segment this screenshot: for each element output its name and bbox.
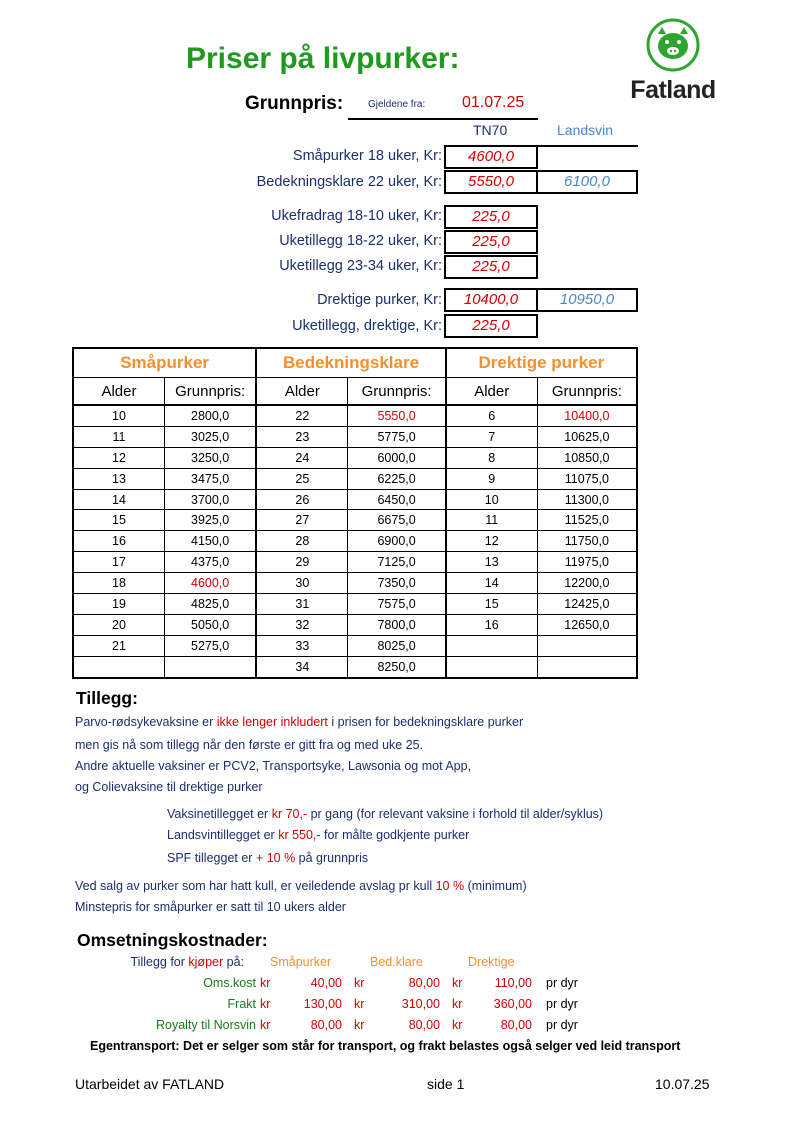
omsetning-row: [118, 993, 604, 1014]
table-row: [73, 635, 637, 656]
cell-smapurker-pris: [164, 656, 256, 677]
currency-label: kr: [260, 1017, 271, 1032]
cell-smapurker-alder: 16: [73, 531, 164, 552]
cell-drektige-pris: [537, 656, 637, 677]
omsetning-col-bedklare: Bed.klare: [370, 954, 423, 969]
cell-bedekningsklare-pris: 7575,0: [348, 594, 446, 615]
cell-drektige-pris: 12425,0: [537, 594, 637, 615]
cell-drektige-alder: 6: [446, 405, 537, 426]
currency-label: kr: [354, 1017, 365, 1032]
price-label-drektige: Drektige purker, Kr:: [317, 292, 442, 308]
price-label-bedekningsklare: Bedekningsklare 22 uker, Kr:: [256, 174, 442, 190]
omsetning-row: [118, 972, 604, 993]
tillegg-spf: [167, 851, 368, 865]
currency-label: kr: [354, 975, 365, 990]
header-underline: [348, 118, 538, 120]
group-header-bedekningsklare: Bedekningsklare: [256, 348, 445, 378]
cell-drektige-pris: 10850,0: [537, 447, 637, 468]
cell-bedekningsklare-alder: 26: [256, 489, 348, 510]
omsetning-row-label: Oms.kost: [203, 975, 256, 990]
text-highlight: ikke lenger inkludert: [216, 715, 328, 729]
table-row: [73, 405, 637, 426]
cell-drektige-pris: 10400,0: [537, 405, 637, 426]
cell-smapurker-pris: 3925,0: [164, 510, 256, 531]
table-row: [73, 573, 637, 594]
omsetning-col-drektige: Drektige: [468, 954, 515, 969]
cell-smapurker-alder: 14: [73, 489, 164, 510]
cell-bedekningsklare-alder: 28: [256, 531, 348, 552]
cell-drektige-pris: [537, 635, 637, 656]
text-segment: i prisen for bedekningsklare purker: [327, 715, 524, 729]
omsetning-header-label: [118, 951, 260, 972]
cell-smapurker-pris: 4825,0: [164, 594, 256, 615]
cell-drektige-pris: 10625,0: [537, 426, 637, 447]
tillegg-text-uke25: men gis nå som tillegg når den første er gitt fra og med uke 25.: [75, 738, 424, 752]
omsetning-value: 80,00: [500, 1017, 532, 1032]
cell-bedekningsklare-pris: 5775,0: [348, 426, 446, 447]
tillegg-text-parvo: [75, 715, 523, 729]
column-header-grunnpris: Grunnpris:: [537, 378, 637, 406]
group-header-smapurker: Småpurker: [73, 348, 256, 378]
price-label-uketillegg-drektige: Uketillegg, drektige, Kr:: [292, 318, 442, 334]
cell-drektige-alder: 14: [446, 573, 537, 594]
text-segment: pr gang (for relevant vaksine i forhold til alder/syklus): [307, 807, 604, 821]
table-row: [73, 614, 637, 635]
cell-smapurker-alder: 13: [73, 468, 164, 489]
currency-label: kr: [260, 975, 271, 990]
cell-drektige-pris: 11975,0: [537, 552, 637, 573]
cell-smapurker-alder: 10: [73, 405, 164, 426]
text-segment: Landsvintillegget er: [167, 828, 279, 842]
egentransport-note: Egentransport: Det er selger som står for transport, og frakt belastes også selger ved leid transport: [90, 1039, 681, 1053]
logo-brand-text: Fatland: [630, 76, 716, 104]
cell-drektige-alder: [446, 635, 537, 656]
cell-bedekningsklare-pris: 7800,0: [348, 614, 446, 635]
pig-logo-icon: [622, 18, 724, 78]
price-tn70-ukefradrag: 225,0: [444, 205, 538, 229]
table-row: [73, 510, 637, 531]
cell-bedekningsklare-alder: 34: [256, 656, 348, 677]
price-label-uketillegg-23-34: Uketillegg 23-34 uker, Kr:: [279, 258, 442, 274]
text-segment: på:: [223, 954, 244, 969]
cell-smapurker-alder: 18: [73, 573, 164, 594]
text-highlight: kjøper: [188, 954, 224, 969]
cell-bedekningsklare-pris: 7125,0: [348, 552, 446, 573]
price-tn70-uketillegg-18-22: 225,0: [444, 230, 538, 254]
omsetning-row-label: Royalty til Norsvin: [155, 1017, 256, 1032]
cell-drektige-alder: 12: [446, 531, 537, 552]
cell-bedekningsklare-pris: 8250,0: [348, 656, 446, 677]
cell-smapurker-pris: 5275,0: [164, 635, 256, 656]
cell-bedekningsklare-pris: 5550,0: [348, 405, 446, 426]
cell-bedekningsklare-pris: 7350,0: [348, 573, 446, 594]
cell-bedekningsklare-pris: 6000,0: [348, 447, 446, 468]
price-label-ukefradrag: Ukefradrag 18-10 uker, Kr:: [271, 208, 442, 224]
text-segment: Ved salg av purker som har hatt kull, er veiledende avslag pr kull: [75, 879, 436, 893]
cell-bedekningsklare-alder: 32: [256, 614, 348, 635]
tillegg-title: Tillegg:: [76, 688, 138, 708]
omsetning-value: 80,00: [310, 1017, 342, 1032]
price-tn70-uketillegg-23-34: 225,0: [444, 255, 538, 279]
cell-smapurker-alder: [73, 656, 164, 677]
fatland-logo: [622, 18, 724, 110]
currency-label: kr: [354, 996, 365, 1011]
cell-drektige-alder: 13: [446, 552, 537, 573]
cell-smapurker-alder: 21: [73, 635, 164, 656]
omsetning-value: 40,00: [310, 975, 342, 990]
cell-drektige-alder: 8: [446, 447, 537, 468]
price-landsvin-drektige: 10950,0: [538, 288, 638, 312]
table-row: [73, 594, 637, 615]
cell-smapurker-alder: 20: [73, 614, 164, 635]
omsetning-value: 360,00: [493, 996, 532, 1011]
cell-smapurker-pris: 4375,0: [164, 552, 256, 573]
omsetning-col-smapurker: Småpurker: [270, 954, 332, 969]
text-segment: Tillegg for: [130, 954, 189, 969]
tillegg-text-vaksiner: Andre aktuelle vaksiner er PCV2, Transportsyke, Lawsonia og mot App,: [75, 759, 472, 773]
table-row: [73, 552, 637, 573]
price-tn70-bedekningsklare: 5550,0: [444, 170, 538, 194]
tillegg-landsvintillegg: [167, 828, 469, 842]
page-title: Priser på livpurker:: [186, 42, 460, 75]
currency-label: kr: [452, 996, 463, 1011]
cell-bedekningsklare-alder: 25: [256, 468, 348, 489]
unit-label: pr dyr: [546, 996, 578, 1011]
text-highlight: + 10 %: [255, 851, 296, 865]
tillegg-avslag: [75, 879, 527, 893]
valid-from-date: 01.07.25: [462, 94, 525, 111]
currency-label: kr: [452, 975, 463, 990]
grunnpris-label: Grunnpris:: [245, 93, 344, 114]
currency-label: kr: [452, 1017, 463, 1032]
cell-bedekningsklare-alder: 33: [256, 635, 348, 656]
column-header-alder: Alder: [256, 378, 348, 406]
table-row: [73, 656, 637, 677]
text-segment: på grunnpris: [295, 851, 369, 865]
table-row: [73, 468, 637, 489]
cell-smapurker-pris: 4150,0: [164, 531, 256, 552]
cell-smapurker-pris: 3250,0: [164, 447, 256, 468]
currency-label: kr: [260, 996, 271, 1011]
table-row: [73, 489, 637, 510]
column-header-alder: Alder: [446, 378, 537, 406]
cell-smapurker-pris: 4600,0: [164, 573, 256, 594]
column-header-grunnpris: Grunnpris:: [348, 378, 446, 406]
text-segment: for målte godkjente purker: [320, 828, 470, 842]
cell-drektige-pris: 12200,0: [537, 573, 637, 594]
omsetning-row-label: Frakt: [227, 996, 256, 1011]
text-segment: Parvo-rødsykevaksine er: [75, 715, 217, 729]
price-label-uketillegg-18-22: Uketillegg 18-22 uker, Kr:: [279, 233, 442, 249]
text-segment: (minimum): [464, 879, 527, 893]
cell-smapurker-pris: 3025,0: [164, 426, 256, 447]
omsetning-table: [118, 951, 604, 1035]
omsetning-title: Omsetningskostnader:: [77, 930, 268, 950]
table-row: [73, 531, 637, 552]
cell-smapurker-alder: 15: [73, 510, 164, 531]
cell-bedekningsklare-pris: 6900,0: [348, 531, 446, 552]
omsetning-row: [118, 1014, 604, 1035]
cell-smapurker-pris: 3700,0: [164, 489, 256, 510]
cell-smapurker-pris: 5050,0: [164, 614, 256, 635]
omsetning-value: 130,00: [303, 996, 342, 1011]
cell-smapurker-alder: 19: [73, 594, 164, 615]
price-table: [72, 347, 638, 679]
column-header-alder: Alder: [73, 378, 164, 406]
unit-label: pr dyr: [546, 1017, 578, 1032]
column-header-landsvin: Landsvin: [557, 122, 614, 138]
cell-smapurker-pris: 2800,0: [164, 405, 256, 426]
omsetning-value: 110,00: [494, 975, 532, 990]
cell-smapurker-alder: 17: [73, 552, 164, 573]
text-segment: SPF tillegget er: [167, 851, 256, 865]
price-label-smapurker: Småpurker 18 uker, Kr:: [292, 148, 442, 164]
omsetning-body: [118, 972, 604, 1035]
omsetning-value: 80,00: [408, 975, 440, 990]
cell-drektige-pris: 12650,0: [537, 614, 637, 635]
cell-bedekningsklare-alder: 29: [256, 552, 348, 573]
cell-bedekningsklare-alder: 30: [256, 573, 348, 594]
cell-bedekningsklare-alder: 31: [256, 594, 348, 615]
cell-drektige-pris: 11750,0: [537, 531, 637, 552]
cell-drektige-alder: 11: [446, 510, 537, 531]
text-highlight: kr 70,-: [271, 807, 308, 821]
price-table-body: [73, 405, 637, 678]
group-header-drektige: Drektige purker: [446, 348, 637, 378]
price-tn70-uketillegg-drektige: 225,0: [444, 314, 538, 338]
column-header-grunnpris: Grunnpris:: [164, 378, 256, 406]
cell-drektige-pris: 11525,0: [537, 510, 637, 531]
price-landsvin-smapurker: [538, 145, 638, 169]
cell-drektige-alder: 10: [446, 489, 537, 510]
cell-smapurker-pris: 3475,0: [164, 468, 256, 489]
table-row: [73, 447, 637, 468]
cell-drektige-alder: 7: [446, 426, 537, 447]
cell-drektige-alder: 16: [446, 614, 537, 635]
column-header-tn70: TN70: [473, 122, 508, 138]
footer-page-number: side 1: [427, 1076, 465, 1092]
cell-bedekningsklare-alder: 23: [256, 426, 348, 447]
text-highlight: 10 %: [435, 879, 465, 893]
cell-drektige-alder: 15: [446, 594, 537, 615]
cell-bedekningsklare-pris: 8025,0: [348, 635, 446, 656]
text-highlight: kr 550,-: [278, 828, 321, 842]
cell-bedekningsklare-pris: 6450,0: [348, 489, 446, 510]
price-tn70-smapurker: 4600,0: [444, 145, 538, 169]
cell-bedekningsklare-alder: 24: [256, 447, 348, 468]
price-landsvin-bedekningsklare: 6100,0: [538, 170, 638, 194]
footer-author: Utarbeidet av FATLAND: [75, 1076, 225, 1092]
cell-smapurker-alder: 11: [73, 426, 164, 447]
text-segment: Vaksinetillegget er: [167, 807, 272, 821]
cell-drektige-pris: 11300,0: [537, 489, 637, 510]
cell-bedekningsklare-alder: 27: [256, 510, 348, 531]
cell-drektige-pris: 11075,0: [537, 468, 637, 489]
price-tn70-drektige: 10400,0: [444, 288, 538, 312]
omsetning-value: 80,00: [408, 1017, 440, 1032]
footer-date: 10.07.25: [655, 1076, 710, 1092]
unit-label: pr dyr: [546, 975, 578, 990]
cell-bedekningsklare-alder: 22: [256, 405, 348, 426]
omsetning-value: 310,00: [401, 996, 440, 1011]
table-row: [73, 426, 637, 447]
cell-drektige-alder: 9: [446, 468, 537, 489]
cell-smapurker-alder: 12: [73, 447, 164, 468]
tillegg-minstepris: Minstepris for småpurker er satt til 10 ukers alder: [75, 900, 346, 914]
tillegg-text-colie: og Colievaksine til drektige purker: [75, 780, 263, 794]
cell-drektige-alder: [446, 656, 537, 677]
tillegg-vaksinetillegg: [167, 807, 603, 821]
valid-from-label: Gjeldene fra:: [368, 99, 426, 110]
cell-bedekningsklare-pris: 6675,0: [348, 510, 446, 531]
cell-bedekningsklare-pris: 6225,0: [348, 468, 446, 489]
